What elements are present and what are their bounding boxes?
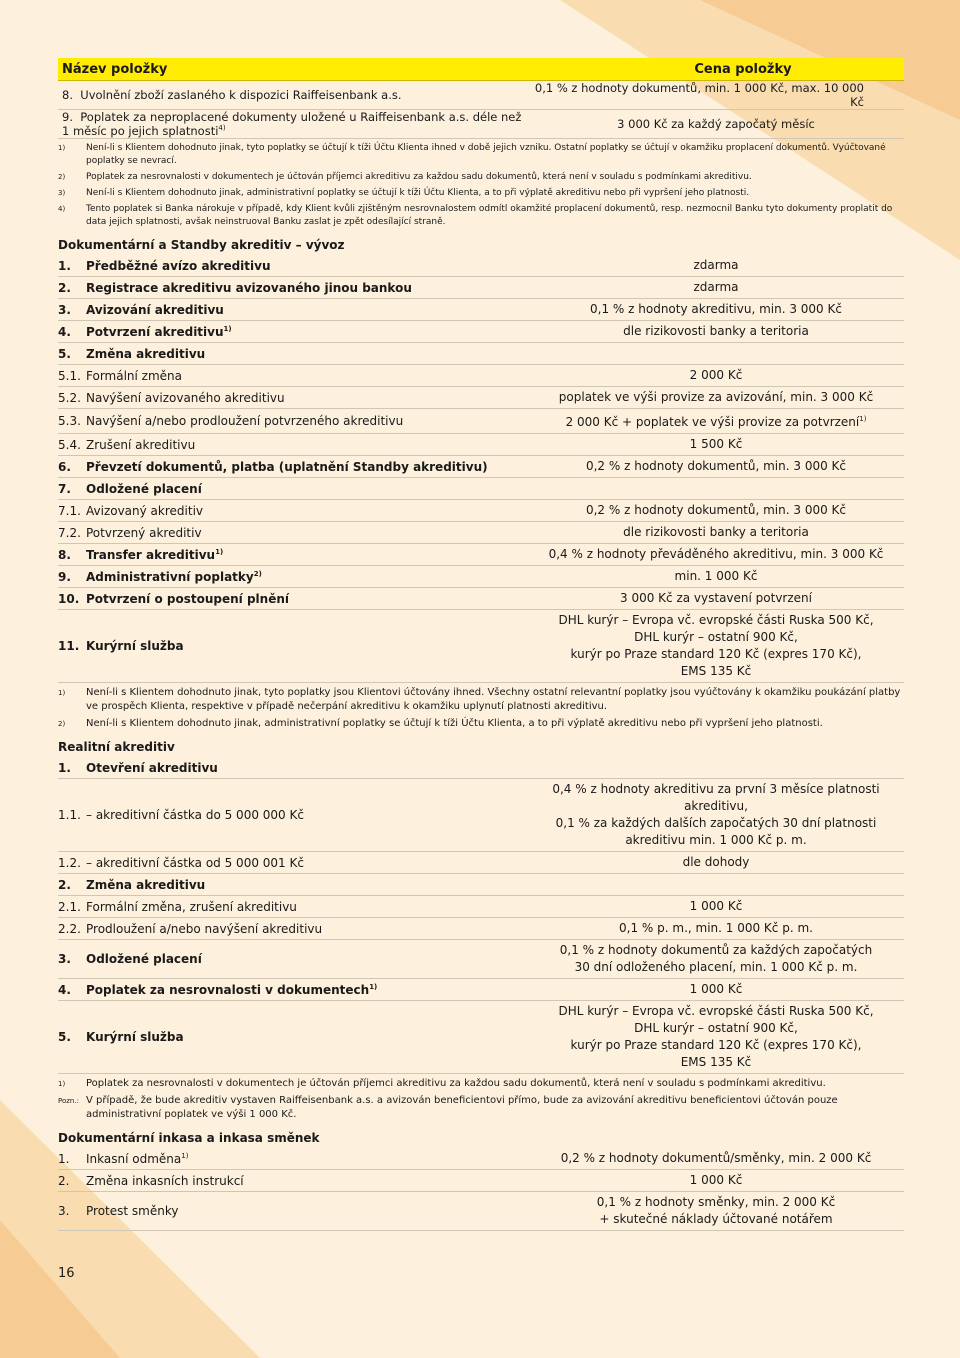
row-label: 8. Uvolnění zboží zaslaného k dispozici Raiffeisenbank a.s. bbox=[62, 88, 402, 102]
table-header bbox=[58, 58, 904, 81]
row-label: Avizování akreditivu bbox=[86, 302, 224, 317]
table-row bbox=[58, 277, 904, 299]
row-label: Předběžné avízo akreditivu bbox=[86, 258, 271, 273]
row-label: Poplatek za nesrovnalosti v dokumentech$^{1)}$ bbox=[86, 982, 378, 997]
row-number: 4. bbox=[58, 982, 71, 997]
table-row bbox=[58, 110, 904, 139]
row-number: 5.2. bbox=[58, 390, 81, 405]
row-number: 5. bbox=[58, 1030, 71, 1044]
table-row bbox=[58, 566, 904, 588]
row-number: 8. bbox=[58, 547, 71, 562]
value-line: DHL kurýr – Evropa vč. evropské části Ruska 500 Kč, bbox=[558, 613, 874, 627]
footnote bbox=[58, 187, 904, 200]
footnote bbox=[58, 717, 904, 731]
row-value bbox=[528, 918, 904, 939]
footnote-mark: Pozn.: bbox=[58, 1097, 79, 1105]
section-collections-rows bbox=[58, 1148, 904, 1231]
table-row bbox=[58, 365, 904, 387]
value-line: DHL kurýr – Evropa vč. evropské části Ruska 500 Kč, bbox=[558, 1004, 874, 1018]
row-value: 0,1 % z hodnoty dokumentů, min. 1 000 Kč, max. 10 000 Kč bbox=[534, 81, 864, 109]
footnote-mark: 1) bbox=[58, 144, 66, 152]
section-title-collections: Dokumentární inkasa a inkasa směnek bbox=[58, 1131, 320, 1145]
footnote-text: V případě, že bude akreditiv vystaven Raiffeisenbank a.s. a avizován beneficientovi přímo, bude za avizování akreditivu beneficientovi účtován pouze administrativní poplatek ve výši 1 000 Kč. bbox=[86, 1095, 838, 1120]
value-line: 3 000 Kč za vystavení potvrzení bbox=[620, 591, 812, 605]
row-value bbox=[528, 779, 904, 851]
row-number: 5.4. bbox=[58, 437, 81, 452]
value-line: dle dohody bbox=[682, 855, 750, 869]
table-row bbox=[58, 757, 904, 779]
row-value bbox=[528, 277, 904, 298]
row-number: 5.1. bbox=[58, 368, 81, 383]
value-line: poplatek ve výši provize za avizování, min. 3 000 Kč bbox=[558, 390, 874, 404]
value-line: 0,4 % z hodnoty převáděného akreditivu, min. 3 000 Kč bbox=[548, 547, 884, 561]
row-number: 9. bbox=[58, 569, 71, 584]
row-label: Navýšení avizovaného akreditivu bbox=[86, 390, 285, 405]
row-value bbox=[528, 387, 904, 408]
footnote-mark: 3) bbox=[58, 189, 66, 197]
table-row bbox=[58, 852, 904, 874]
value-line: 0,2 % z hodnoty dokumentů, min. 3 000 Kč bbox=[585, 503, 846, 517]
table-row bbox=[58, 940, 904, 979]
footnote bbox=[58, 203, 904, 229]
footnote-text: Není-li s Klientem dohodnuto jinak, tyto poplatky se účtují k tíži Účtu Klienta ihned v době jejich vzniku. Ostatní poplatky se účtují v okamžiku proplacení dokumentů. Vyúčtované poplatky se nevrací. bbox=[86, 143, 886, 166]
footnote bbox=[58, 171, 904, 184]
top-rows bbox=[58, 81, 904, 139]
value-line: dle rizikovosti banky a teritoria bbox=[623, 525, 809, 539]
footnote-ref: 1) bbox=[181, 1151, 189, 1160]
row-label: Otevření akreditivu bbox=[86, 760, 218, 775]
table-row bbox=[58, 456, 904, 478]
value-line: EMS 135 Kč bbox=[680, 1055, 752, 1069]
footnote-text: Tento poplatek si Banka nárokuje v případě, kdy Klient kvůli zjištěným nesrovnalostem odmítl okamžité proplacení dokumentů, resp. nezmocnil Banku tyto dokumenty proplatit do data jejich splatnosti, avšak neinstruoval Banku zaslat je zpět odesílající straně. bbox=[86, 204, 893, 227]
table-row bbox=[58, 81, 904, 110]
row-label: Převzetí dokumentů, platba (uplatnění Standby akreditivu) bbox=[86, 459, 488, 474]
footnote-mark: 4) bbox=[58, 205, 66, 213]
row-number: 2. bbox=[58, 280, 71, 295]
row-number: 7. bbox=[58, 481, 71, 496]
row-value bbox=[528, 940, 904, 978]
row-label: Potvrzení o postoupení plnění bbox=[86, 591, 289, 606]
row-value bbox=[528, 522, 904, 543]
footnote bbox=[58, 1094, 904, 1122]
row-value bbox=[528, 610, 904, 682]
top-footnotes bbox=[58, 142, 904, 229]
value-line: 2 000 Kč + poplatek ve výši provize za potvrzení$^{1)}$ bbox=[565, 415, 867, 429]
table-row bbox=[58, 321, 904, 343]
footnote-text: Není-li s Klientem dohodnuto jinak, tyto poplatky jsou Klientovi účtovány ihned. Všechny ostatní relevantní poplatky jsou vyúčtovány k okamžiku poukázání platby ve prospěch Klienta, respektive v případě nečerpání akreditivu k okamžiku uplynutí platnosti akreditivu. bbox=[86, 687, 901, 712]
row-label: Odložené placení bbox=[86, 481, 202, 496]
table-row bbox=[58, 1001, 904, 1074]
row-number: 3. bbox=[58, 952, 71, 966]
row-value bbox=[528, 896, 904, 917]
table-row bbox=[58, 1170, 904, 1192]
row-value bbox=[528, 1192, 904, 1230]
row-label: Formální změna, zrušení akreditivu bbox=[86, 899, 297, 914]
row-number: 5.3. bbox=[58, 414, 81, 428]
row-label: Registrace akreditivu avizovaného jinou bankou bbox=[86, 280, 412, 295]
value-line: 0,1 % z hodnoty akreditivu, min. 3 000 Kč bbox=[590, 302, 842, 316]
row-number: 1.2. bbox=[58, 855, 81, 870]
row-number: 3. bbox=[58, 1204, 70, 1218]
value-line: 2 000 Kč bbox=[689, 368, 743, 382]
row-value bbox=[528, 352, 904, 356]
table-row bbox=[58, 500, 904, 522]
footnote-text: Poplatek za nesrovnalosti v dokumentech je účtován příjemci akreditivu za každou sadu dokumentů, která není v souladu s podmínkami akreditivu. bbox=[86, 1078, 826, 1089]
row-number: 7.1. bbox=[58, 503, 81, 518]
table-row bbox=[58, 343, 904, 365]
footnote-mark: 1) bbox=[58, 1080, 66, 1088]
row-value bbox=[528, 588, 904, 609]
row-value bbox=[528, 321, 904, 342]
row-number: 2. bbox=[58, 1173, 70, 1188]
value-line: kurýr po Praze standard 120 Kč (expres 170 Kč), bbox=[570, 647, 862, 661]
value-line: 0,1 % za každých dalších započatých 30 dní platnosti bbox=[555, 816, 877, 830]
table-row bbox=[58, 434, 904, 456]
table-row bbox=[58, 544, 904, 566]
row-number: 4. bbox=[58, 324, 71, 339]
row-value bbox=[528, 299, 904, 320]
table-row bbox=[58, 918, 904, 940]
value-line: zdarma bbox=[693, 258, 739, 272]
value-line: DHL kurýr – ostatní 900 Kč, bbox=[634, 1021, 798, 1035]
row-label: Potvrzení akreditivu$^{1)}$ bbox=[86, 324, 232, 339]
value-line: + skutečné náklady účtované notářem bbox=[599, 1212, 833, 1226]
section-title-realty: Realitní akreditiv bbox=[58, 740, 175, 754]
value-line: 0,1 % z hodnoty směnky, min. 2 000 Kč bbox=[596, 1195, 836, 1209]
row-number: 5. bbox=[58, 346, 71, 361]
row-label: Prodloužení a/nebo navýšení akreditivu bbox=[86, 921, 323, 936]
footnote-mark: 1) bbox=[58, 689, 66, 697]
row-label: Administrativní poplatky$^{2)}$ bbox=[86, 569, 262, 584]
row-label: – akreditivní částka do 5 000 000 Kč bbox=[86, 808, 304, 822]
footnote-ref: 1) bbox=[369, 982, 378, 991]
row-label: Navýšení a/nebo prodloužení potvrzeného akreditivu bbox=[86, 414, 404, 428]
table-row bbox=[58, 896, 904, 918]
value-line: 1 500 Kč bbox=[689, 437, 743, 451]
table-row bbox=[58, 478, 904, 500]
row-number: 10. bbox=[58, 591, 80, 606]
footnote bbox=[58, 686, 904, 714]
footnote bbox=[58, 1077, 904, 1091]
value-line: 0,1 % z hodnoty dokumentů za každých započatých bbox=[559, 943, 873, 957]
row-number: 2.2. bbox=[58, 921, 81, 936]
row-label: Změna inkasních instrukcí bbox=[86, 1173, 244, 1188]
row-number: 1. bbox=[58, 258, 71, 273]
value-line: 0,2 % z hodnoty dokumentů/směnky, min. 2 000 Kč bbox=[560, 1151, 872, 1165]
table-row bbox=[58, 255, 904, 277]
row-value bbox=[528, 979, 904, 1000]
table-row bbox=[58, 387, 904, 409]
value-line: DHL kurýr – ostatní 900 Kč, bbox=[634, 630, 798, 644]
value-line: 0,1 % p. m., min. 1 000 Kč p. m. bbox=[619, 921, 813, 935]
row-value bbox=[528, 544, 904, 565]
row-number: 1. bbox=[58, 760, 71, 775]
value-line: akreditivu min. 1 000 Kč p. m. bbox=[625, 833, 807, 847]
value-line: 1 000 Kč bbox=[689, 1173, 743, 1187]
footnote-mark: 2) bbox=[58, 720, 66, 728]
row-label: Kurýrní služba bbox=[86, 639, 184, 653]
table-row bbox=[58, 1148, 904, 1170]
section-realty-rows bbox=[58, 757, 904, 1074]
section-realty-footnotes bbox=[58, 1077, 904, 1122]
row-value: 3 000 Kč za každý započatý měsíc bbox=[617, 117, 815, 131]
row-number: 2. bbox=[58, 877, 71, 892]
row-label: – akreditivní částka od 5 000 001 Kč bbox=[86, 855, 304, 870]
row-value bbox=[528, 487, 904, 491]
table-row bbox=[58, 610, 904, 683]
row-number: 2.1. bbox=[58, 899, 81, 914]
header-item-price: Cena položky bbox=[694, 61, 792, 77]
value-line: kurýr po Praze standard 120 Kč (expres 170 Kč), bbox=[570, 1038, 862, 1052]
row-number: 7.2. bbox=[58, 525, 81, 540]
row-label: Inkasní odměna$^{1)}$ bbox=[86, 1151, 189, 1166]
row-value bbox=[528, 409, 904, 433]
row-label: Transfer akreditivu$^{1)}$ bbox=[86, 547, 224, 562]
footnote-ref: 2) bbox=[253, 569, 262, 578]
fee-table bbox=[58, 58, 904, 1231]
row-value bbox=[528, 255, 904, 276]
value-line: 0,4 % z hodnoty akreditivu za první 3 měsíce platnosti akreditivu, bbox=[552, 782, 880, 813]
row-label: Formální změna bbox=[86, 368, 182, 383]
row-value bbox=[528, 500, 904, 521]
row-label: 9. Poplatek za neproplacené dokumenty uložené u Raiffeisenbank a.s. déle než 1 měsíc po jejich splatnosti$^{4)}$ bbox=[62, 110, 522, 138]
row-value bbox=[528, 852, 904, 873]
row-label: Avizovaný akreditiv bbox=[86, 503, 204, 518]
footnote-ref: 1) bbox=[223, 324, 232, 333]
value-line: min. 1 000 Kč bbox=[674, 569, 758, 583]
footnote-mark: 2) bbox=[58, 173, 66, 181]
row-number: 11. bbox=[58, 639, 80, 653]
row-value bbox=[528, 1148, 904, 1169]
row-value bbox=[528, 1001, 904, 1073]
footnote-ref: 1) bbox=[215, 547, 224, 556]
row-number: 3. bbox=[58, 302, 71, 317]
value-line: EMS 135 Kč bbox=[680, 664, 752, 678]
section-export-footnotes bbox=[58, 686, 904, 731]
table-row bbox=[58, 779, 904, 852]
footnote-ref: 1) bbox=[859, 415, 867, 423]
row-label: Změna akreditivu bbox=[86, 346, 206, 361]
value-line: 30 dní odloženého placení, min. 1 000 Kč p. m. bbox=[574, 960, 858, 974]
table-row bbox=[58, 522, 904, 544]
footnote-text: Poplatek za nesrovnalosti v dokumentech je účtován příjemci akreditivu za každou sadu dokumentů, která není v souladu s podmínkami akreditivu. bbox=[86, 172, 752, 182]
table-row bbox=[58, 588, 904, 610]
header-item-name: Název položky bbox=[62, 61, 168, 77]
value-line: dle rizikovosti banky a teritoria bbox=[623, 324, 809, 338]
section-export-rows bbox=[58, 255, 904, 683]
footnote-text: Není-li s Klientem dohodnuto jinak, administrativní poplatky se účtují k tíži Účtu Klienta, a to při výplatě akreditivu nebo při vypršení jeho platnosti. bbox=[86, 718, 823, 729]
row-label: Potvrzený akreditiv bbox=[86, 525, 202, 540]
value-line: 1 000 Kč bbox=[689, 899, 743, 913]
row-number: 1. bbox=[58, 1151, 70, 1166]
table-row bbox=[58, 299, 904, 321]
row-label: Odložené placení bbox=[86, 952, 202, 966]
row-value bbox=[528, 1170, 904, 1191]
table-row bbox=[58, 409, 904, 434]
footnote-ref: 4) bbox=[218, 124, 226, 133]
value-line: zdarma bbox=[693, 280, 739, 294]
row-label: Zrušení akreditivu bbox=[86, 437, 196, 452]
page-number: 16 bbox=[58, 1266, 75, 1281]
row-value bbox=[528, 434, 904, 455]
section-title-export: Dokumentární a Standby akreditiv – vývoz bbox=[58, 238, 345, 252]
footnote bbox=[58, 142, 904, 168]
footnote-text: Není-li s Klientem dohodnuto jinak, administrativní poplatky se účtují k tíži Účtu Klienta, a to při výplatě akreditivu nebo při vypršení jeho platnosti. bbox=[86, 188, 750, 198]
row-value bbox=[528, 883, 904, 887]
table-row bbox=[58, 1192, 904, 1231]
row-label: Kurýrní služba bbox=[86, 1030, 184, 1044]
row-value bbox=[528, 766, 904, 770]
value-line: 1 000 Kč bbox=[689, 982, 743, 996]
row-label: Změna akreditivu bbox=[86, 877, 206, 892]
row-number: 6. bbox=[58, 459, 71, 474]
table-row bbox=[58, 874, 904, 896]
row-value bbox=[528, 365, 904, 386]
row-number: 1.1. bbox=[58, 808, 81, 822]
value-line: 0,2 % z hodnoty dokumentů, min. 3 000 Kč bbox=[585, 459, 846, 473]
row-label: Protest směnky bbox=[86, 1204, 179, 1218]
table-row bbox=[58, 979, 904, 1001]
row-value bbox=[528, 566, 904, 587]
row-value bbox=[528, 456, 904, 477]
